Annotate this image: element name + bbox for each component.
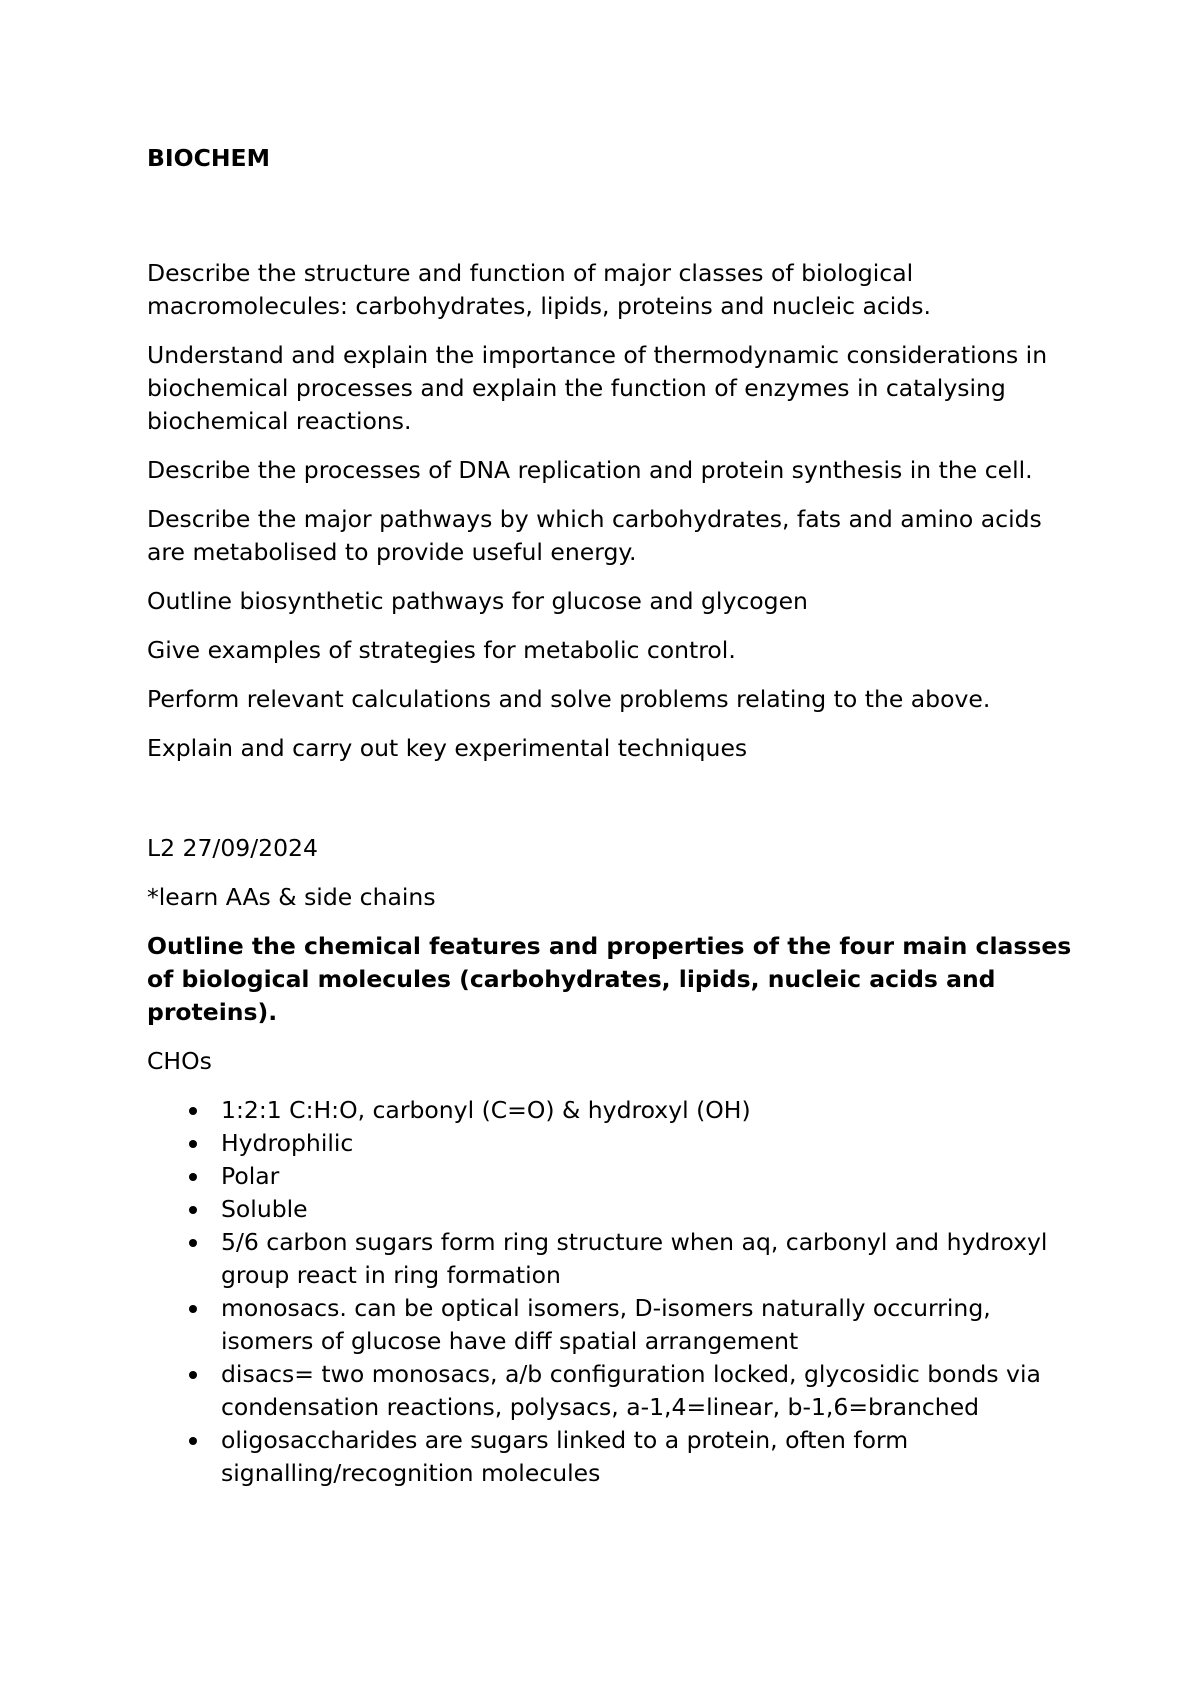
section-heading: Outline the chemical features and properties of the four main classes of biological molecules (carbohydrates, lipids, nucleic acids and proteins). [147,932,1072,1026]
list-item [147,1160,1087,1193]
list-item-text: Hydrophilic [221,1129,354,1157]
list-item-text: Soluble [221,1195,308,1223]
bullet-icon [189,1371,197,1379]
list-item [147,1292,1087,1358]
lecture-date: L2 27/09/2024 [147,834,318,862]
lecture-note: *learn AAs & side chains [147,883,436,911]
list-item [147,1193,1087,1226]
list-item-text: Polar [221,1162,280,1190]
lecture-notes [147,832,1087,1490]
list-item-text: monosacs. can be optical isomers, D-isomers naturally occurring, isomers of glucose have diff spatial arrangement [221,1294,991,1355]
document-title: BIOCHEM [147,144,270,172]
learning-objectives [147,257,1087,765]
objective-paragraph: Outline biosynthetic pathways for glucose and glycogen [147,587,808,615]
bullet-icon [189,1239,197,1247]
objective-paragraph: Describe the structure and function of major classes of biological macromolecules: carbohydrates, lipids, proteins and nucleic acids. [147,259,931,320]
bullet-icon [189,1206,197,1214]
section-subheading: CHOs [147,1047,212,1075]
list-item [147,1358,1087,1424]
bullet-icon [189,1305,197,1313]
list-item [147,1127,1087,1160]
list-item-text: disacs= two monosacs, a/b configuration locked, glycosidic bonds via condensation reactions, polysacs, a-1,4=linear, b-1,6=branched [221,1360,1041,1421]
objective-paragraph: Describe the major pathways by which carbohydrates, fats and amino acids are metabolised to provide useful energy. [147,505,1042,566]
bullet-list [147,1094,1087,1490]
objective-paragraph: Understand and explain the importance of thermodynamic considerations in biochemical processes and explain the function of enzymes in catalysing biochemical reactions. [147,341,1048,435]
list-item-text: 1:2:1 C:H:O, carbonyl (C=O) & hydroxyl (OH) [221,1096,751,1124]
bullet-icon [189,1173,197,1181]
objective-paragraph: Explain and carry out key experimental techniques [147,734,748,762]
list-item-text: oligosaccharides are sugars linked to a protein, often form signalling/recognition molecules [221,1426,909,1487]
bullet-icon [189,1107,197,1115]
document-page [147,142,1087,1490]
objective-paragraph: Perform relevant calculations and solve problems relating to the above. [147,685,991,713]
list-item [147,1094,1087,1127]
objective-paragraph: Give examples of strategies for metabolic control. [147,636,736,664]
bullet-icon [189,1437,197,1445]
list-item-text: 5/6 carbon sugars form ring structure when aq, carbonyl and hydroxyl group react in ring formation [221,1228,1048,1289]
bullet-icon [189,1140,197,1148]
list-item [147,1424,1087,1490]
spacer [147,175,1087,257]
objective-paragraph: Describe the processes of DNA replication and protein synthesis in the cell. [147,456,1033,484]
spacer [147,781,1087,832]
list-item [147,1226,1087,1292]
